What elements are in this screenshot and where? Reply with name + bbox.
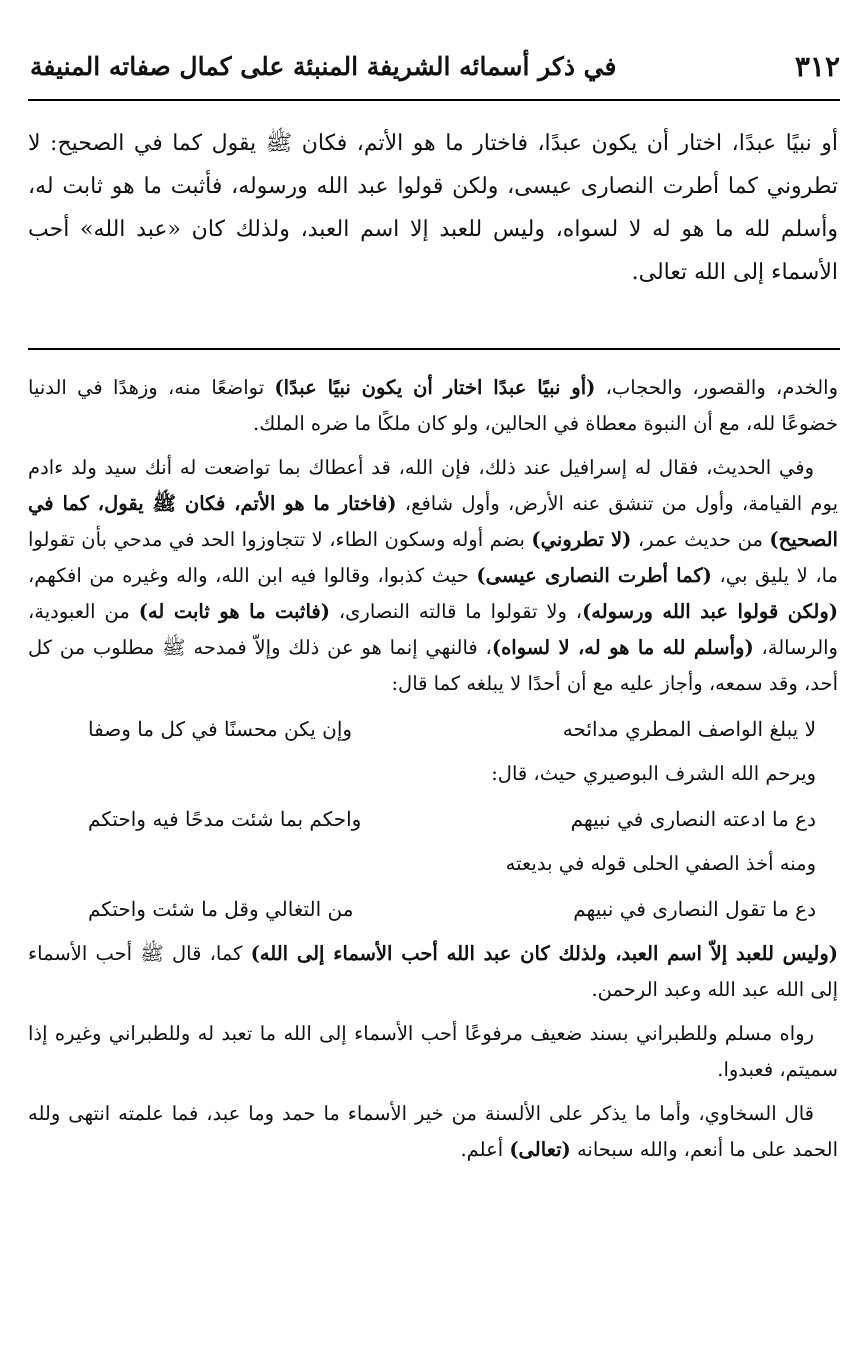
text-span: تواضعًا منه، وزهدًا في الدنيا خضوعًا لله، مع أن النبوة معطاة في الحالين، ولو كان ملكًا ما ضره الملك. [28,376,838,435]
verse-intro: ويرحم الله الشرف البوصيري حيث، قال: [491,762,816,785]
commentary-paragraph-4: رواه مسلم وللطبراني بسند ضعيف مرفوعًا أحب الأسماء إلى الله ما تعبد له وللطبراني وغيره إذا سميتم، فعبدوا. [28,1022,838,1081]
text-span: من العبودية، والرسالة، [28,600,838,659]
commentary-paragraph-1 [28,370,838,442]
poem-verse-3 [28,890,838,928]
commentary [28,370,838,1176]
poem-verse-1 [28,710,838,748]
quoted-matn: (كما أطرت النصارى عيسى) [476,564,712,587]
text-span: كما، قال ﷺ أحب الأسماء إلى الله عبد الله وعبد الرحمن. [28,942,838,1001]
commentary-paragraph-5 [28,1096,838,1168]
quoted-matn: (لا تطروني) [531,528,632,551]
page-header [30,46,840,86]
text-span: والخدم، والقصور، والحجاب، [595,376,838,399]
text-span: بضم أوله وسكون الطاء، لا تتجاوزوا الحد في مدحي بأن تقولوا ما، لا يليق بي، [28,528,838,587]
quoted-matn: (ولكن قولوا عبد الله ورسوله) [582,600,838,623]
quoted-matn: (تعالى) [509,1138,571,1161]
verse-first-hemistich: دع ما ادعته النصارى في نبيهم [570,807,816,831]
text-span: من حديث عمر، [631,528,770,551]
verse-first-hemistich: لا يبلغ الواصف المطري مدائحه [562,717,816,741]
quoted-matn: (فاثبت ما هو ثابت له) [138,600,330,623]
text-span: ، فالنهي إنما هو عن ذلك وإلاّ فمدحه ﷺ مطلوب من كل أحد، وقد سمعه، وأجاز عليه مع أن أحدًا لا يبلغه كما قال: [28,636,838,695]
verse-intro: ومنه أخذ الصفي الحلى قوله في بديعته [505,852,816,875]
text-span: ، ولا تقولوا ما قالته النصارى، [329,600,583,623]
commentary-separator [28,348,840,350]
verse-second-hemistich: من التغالي وقل ما شئت واحتكم [88,897,354,921]
text-span: حيث كذبوا، وقالوا فيه ابن الله، واله وغيره من افكهم، [28,564,477,587]
running-title: في ذكر أسمائه الشريفة المنبئة على كمال صفاته المنيفة [30,51,617,81]
header-rule [28,99,840,101]
page-number: ٣١٢ [794,49,840,83]
text-span: أعلم. [460,1138,510,1161]
quoted-matn: (أو نبيًا عبدًا اختار أن يكون نبيًا عبدًا) [274,376,596,399]
verse-first-hemistich: دع ما تقول النصارى في نبيهم [573,897,816,921]
quoted-matn: (وليس للعبد إلاّ اسم العبد، ولذلك كان عبد الله أحب الأسماء إلى الله) [250,942,839,965]
commentary-paragraph-2 [28,450,838,702]
verse-second-hemistich: واحكم بما شئت مدحًا فيه واحتكم [88,807,362,831]
quoted-matn: (فاختار ما هو الأتم، فكان ﷺ يقول، كما في الصحيح) [28,492,838,551]
text-span: قال السخاوي، وأما ما يذكر على الألسنة من خير الأسماء ما حمد وما عبد، فما علمته انتهى ولله الحمد على ما أنعم، والله سبحانه [28,1102,838,1161]
quoted-matn: (وأسلم لله ما هو له، لا لسواه) [491,636,754,659]
text-span: وفي الحديث، فقال له إسرافيل عند ذلك، فإن الله، قد أعطاك بما تواضعت له أنك سيد ولد ءادم يوم القيامة، وأول من تنشق عنه الأرض، وأول شافع، [28,456,838,515]
main-text: أو نبيًا عبدًا، اختار أن يكون عبدًا، فاختار ما هو الأتم، فكان ﷺ يقول كما في الصحيح: لا تطروني كما أطرت النصارى عيسى، ولكن قولوا عبد الله ورسوله، فأثبت ما هو ثابت له، وأسلم لله ما هو له لا لسواه، وليس للعبد إلا اسم العبد، ولذلك كان «عبد الله» أحب الأسماء إلى الله تعالى. [28,131,838,285]
commentary-paragraph-3 [28,936,838,1008]
verse-second-hemistich: وإن يكن محسنًا في كل ما وصفا [88,717,353,741]
poem-verse-2 [28,800,838,838]
